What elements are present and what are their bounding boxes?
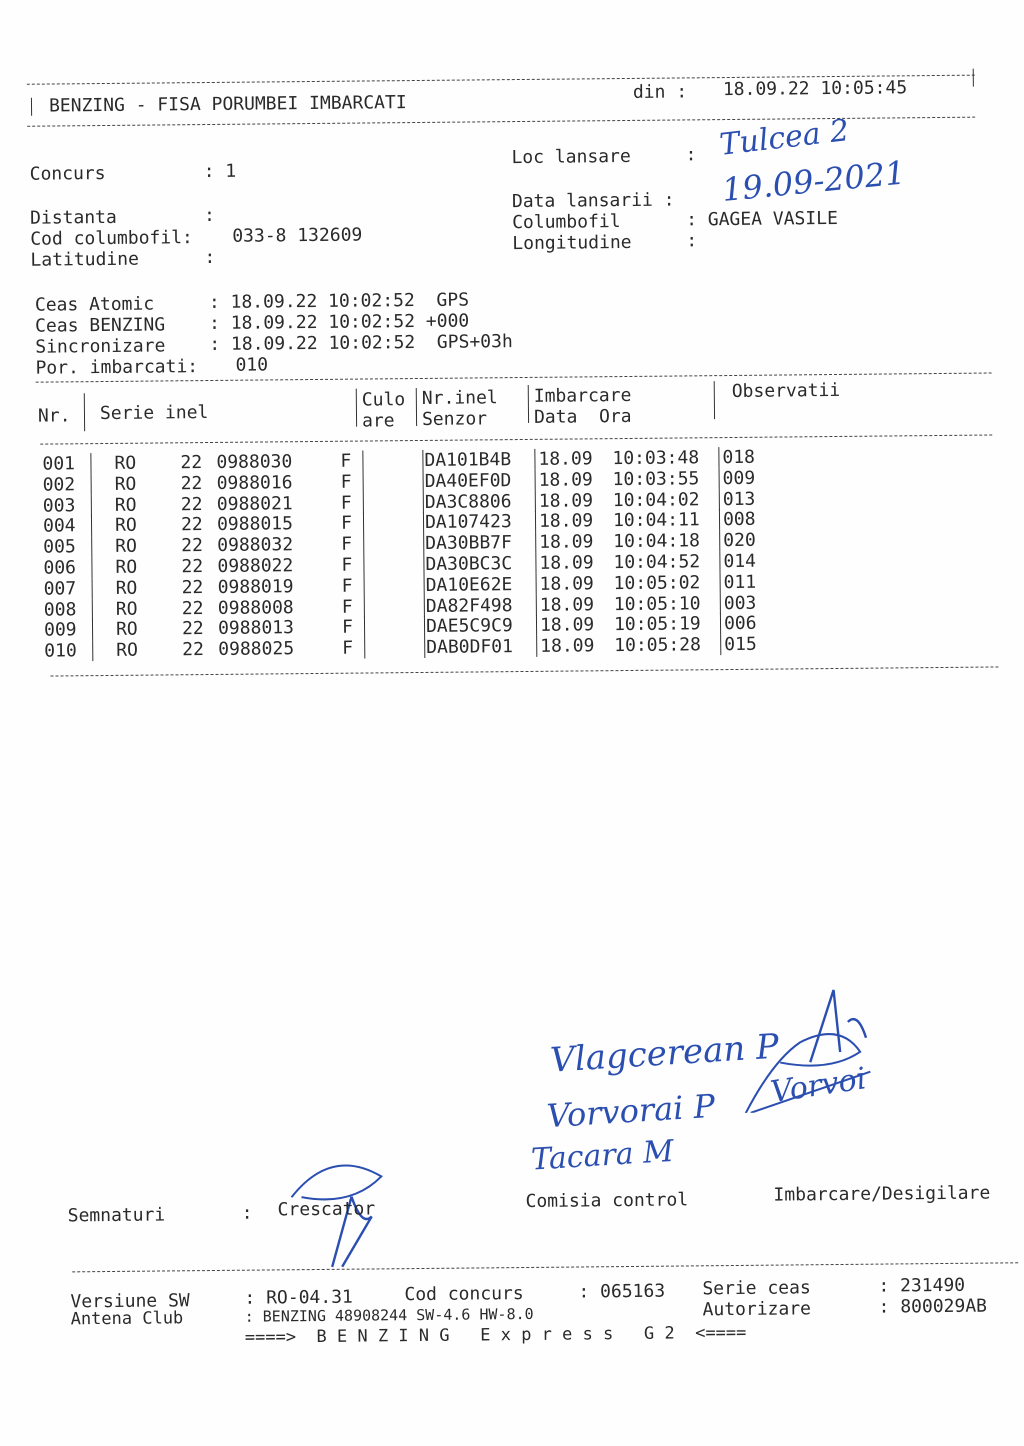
page-title: BENZING - FISA PORUMBEI IMBARCATI [48, 92, 407, 117]
cell-divider [536, 636, 537, 657]
cell-divider [364, 638, 365, 659]
col-culoare-header: Culo [361, 389, 406, 411]
cell-sex: F [340, 513, 352, 535]
cell-tara: RO [115, 577, 138, 599]
cell-divider [91, 536, 92, 557]
cell-senzor: DA30BB7F [425, 532, 513, 555]
cell-divider [423, 554, 424, 575]
handwritten-signature: Vlagcerean P [549, 1026, 781, 1081]
cell-divider [535, 553, 536, 574]
header-right-bar [973, 69, 974, 87]
cell-inel: 0988019 [217, 576, 294, 598]
cell-an: 22 [181, 597, 204, 619]
latitudine-value: : [204, 246, 216, 269]
cell-divider [720, 634, 721, 655]
footer-top-rule [72, 1262, 1018, 1272]
cell-divider [720, 593, 721, 614]
cell-obs: 013 [722, 488, 756, 510]
loc-lansare-label: Loc lansare [511, 145, 631, 169]
cell-sex: F [341, 575, 353, 597]
cell-divider [423, 492, 424, 513]
cell-data: 18.09 [539, 614, 595, 637]
concurs-value: : 1 [203, 160, 237, 183]
col-inel-header: Senzor [421, 408, 488, 430]
cell-divider [91, 474, 92, 495]
cell-divider [363, 534, 364, 555]
cell-senzor: DAE5C9C9 [425, 615, 513, 638]
cell-ora: 10:04:02 [612, 488, 700, 511]
cell-tara: RO [115, 598, 138, 620]
cell-senzor: DA82F498 [425, 594, 513, 617]
benzing-banner: ====> B E N Z I N G E x p r e s s G 2 <==== [244, 1322, 747, 1348]
col-imbarcare-header: Data Ora [533, 405, 632, 428]
cell-nr: 004 [42, 515, 76, 538]
cell-divider [92, 620, 93, 641]
cell-divider [91, 516, 92, 537]
semnaturi-sep: : [241, 1202, 253, 1224]
cell-divider [423, 512, 424, 533]
crescator-label: Crescator [277, 1198, 376, 1221]
cod-columbofil-value: 033-8 132609 [232, 224, 363, 247]
handwritten-signature: Tacara M [530, 1133, 675, 1178]
handwritten-signature: Vorvorai P [545, 1086, 717, 1136]
cell-inel: 0988022 [217, 555, 294, 577]
cell-sex: F [341, 554, 353, 576]
cod-concurs-value: : 065163 [578, 1280, 666, 1303]
cell-ora: 10:05:19 [613, 613, 701, 636]
cell-divider [363, 471, 364, 492]
col-divider [714, 381, 715, 419]
cell-senzor: DA10E62E [425, 573, 513, 596]
handwritten-signature: Vorvoi [768, 1061, 869, 1111]
cell-divider [536, 594, 537, 615]
ceas-benzing-value: : 18.09.22 10:02:52 +000 [209, 310, 470, 335]
cell-divider [92, 578, 93, 599]
versiune-value: : RO-04.31 [244, 1286, 353, 1309]
cell-divider [720, 613, 721, 634]
cell-inel: 0988016 [216, 472, 293, 494]
cell-obs: 006 [723, 613, 757, 635]
cell-obs: 009 [722, 467, 756, 489]
cell-data: 18.09 [539, 531, 594, 554]
cell-ora: 10:05:28 [614, 634, 702, 657]
cell-an: 22 [181, 576, 204, 599]
cod-columbofil-label: Cod columbofil: [30, 227, 193, 250]
cell-senzor: DAB0DF01 [426, 636, 514, 659]
cell-tara: RO [114, 473, 137, 495]
cell-tara: RO [114, 515, 137, 537]
cell-obs: 014 [723, 550, 757, 573]
cell-tara: RO [114, 494, 137, 516]
cell-divider [92, 599, 93, 620]
cell-divider [719, 489, 720, 510]
col-nr-header: Nr. [37, 405, 71, 427]
cell-senzor: DA30BC3C [425, 553, 513, 575]
cell-divider [422, 450, 423, 471]
cell-data: 18.09 [538, 510, 594, 533]
autorizare-value: : 800029AB [878, 1295, 988, 1318]
versiune-label: Versiune SW [70, 1290, 190, 1313]
cell-divider [424, 596, 425, 617]
cell-inel: 0988032 [217, 534, 294, 557]
cell-inel: 0988025 [218, 638, 295, 661]
cell-an: 22 [180, 452, 203, 474]
cell-divider [364, 596, 365, 617]
col-observatii-header: Observatii [731, 379, 841, 402]
imbarcare-desigilare-label: Imbarcare/Desigilare [773, 1182, 991, 1206]
cell-divider [535, 532, 536, 553]
autorizare-label: Autorizare [702, 1298, 812, 1321]
col-divider [528, 385, 529, 423]
col-divider [356, 389, 357, 427]
cell-nr: 007 [43, 578, 77, 600]
cell-tara: RO [115, 535, 138, 558]
cell-divider [92, 640, 93, 661]
cell-nr: 001 [42, 453, 76, 475]
cell-senzor: DA3C8806 [424, 490, 512, 513]
cell-sex: F [341, 617, 353, 639]
cell-nr: 005 [43, 536, 76, 558]
columbofil-label: Columbofil [512, 211, 621, 234]
header-left-bar [31, 98, 32, 116]
cell-sex: F [340, 492, 352, 514]
cell-senzor: DA107423 [424, 511, 512, 534]
cell-an: 22 [181, 556, 204, 578]
cell-an: 22 [180, 472, 203, 495]
cell-divider [535, 470, 536, 491]
cell-inel: 0988015 [216, 513, 294, 536]
cell-divider [719, 468, 720, 489]
ceas-atomic-value: : 18.09.22 10:02:52 GPS [208, 289, 470, 314]
cell-tara: RO [116, 639, 139, 662]
cell-obs: 015 [724, 633, 757, 656]
cell-inel: 0988013 [217, 617, 295, 640]
din-label: din : [632, 81, 688, 103]
cell-divider [536, 615, 537, 636]
columbofil-value: : GAGEA VASILE [686, 207, 838, 231]
signature-scribble-icon [729, 981, 930, 1113]
data-lansarii-label: Data lansarii : [511, 189, 675, 213]
cell-data: 18.09 [539, 593, 595, 616]
cell-divider [424, 637, 425, 658]
cell-obs: 020 [723, 529, 756, 552]
longitudine-label: Longitudine [512, 231, 632, 255]
cell-divider [91, 495, 92, 516]
cell-ora: 10:03:55 [612, 468, 700, 490]
serie-ceas-label: Serie ceas [702, 1277, 811, 1300]
cell-divider [423, 533, 424, 554]
cell-ora: 10:03:48 [612, 447, 700, 470]
ceas-benzing-label: Ceas BENZING [35, 314, 166, 337]
distanta-value: : [203, 204, 216, 227]
cell-sex: F [341, 596, 353, 618]
cell-divider [363, 492, 364, 513]
cell-data: 18.09 [538, 489, 594, 512]
cell-divider [364, 617, 365, 638]
cell-inel: 0988021 [216, 492, 293, 515]
cell-data: 18.09 [539, 573, 594, 595]
cell-divider [424, 575, 425, 596]
cell-an: 22 [180, 514, 203, 536]
col-inel-header: Nr.inel [421, 387, 498, 409]
sincronizare-value: : 18.09.22 10:02:52 GPS+03h [209, 331, 513, 356]
loc-lansare-sep: : [685, 144, 697, 166]
latitudine-label: Latitudine [30, 248, 139, 271]
cell-inel: 0988008 [217, 596, 294, 619]
col-imbarcare-header: Imbarcare [533, 384, 632, 407]
cell-divider [535, 490, 536, 511]
cell-divider [536, 574, 537, 595]
cell-nr: 009 [43, 619, 77, 641]
cell-tara: RO [115, 556, 138, 578]
cell-divider [719, 530, 720, 551]
col-serie-header: Serie inel [99, 402, 209, 425]
distanta-label: Distanta [29, 206, 117, 229]
cell-obs: 011 [723, 571, 757, 593]
antena-label: Antena Club [70, 1308, 184, 1330]
cell-tara: RO [114, 452, 137, 474]
porumbei-imbarcati-label: Por. imbarcati: [35, 356, 199, 379]
cell-divider [719, 510, 720, 531]
semnaturi-label: Semnaturi [67, 1204, 166, 1227]
cell-an: 22 [181, 618, 204, 640]
antena-value: : BENZING 48908244 SW-4.6 HW-8.0 [244, 1304, 534, 1326]
cell-divider [364, 575, 365, 596]
cell-nr: 006 [43, 557, 77, 579]
cell-inel: 0988030 [216, 451, 293, 473]
sincronizare-label: Sincronizare [35, 335, 166, 358]
cell-sex: F [342, 637, 354, 659]
cell-sex: F [341, 533, 353, 555]
data-lansarii-handwritten: 19.09-2021 [720, 153, 908, 209]
cell-divider [362, 451, 363, 472]
din-value: 18.09.22 10:05:45 [722, 77, 908, 101]
cell-tara: RO [115, 619, 138, 641]
cell-divider [535, 511, 536, 532]
cell-sex: F [340, 471, 352, 493]
cell-nr: 010 [44, 640, 77, 662]
cell-data: 18.09 [538, 469, 593, 491]
cell-ora: 10:05:02 [613, 572, 701, 594]
cell-obs: 008 [722, 509, 756, 531]
cell-nr: 002 [42, 474, 76, 496]
cell-divider [423, 471, 424, 492]
cell-divider [718, 447, 719, 468]
comisia-label: Comisia control [525, 1189, 689, 1213]
serie-ceas-value: : 231490 [878, 1274, 966, 1297]
table-header-rule [40, 434, 992, 444]
cell-nr: 008 [43, 598, 77, 621]
cell-divider [720, 572, 721, 593]
cell-obs: 003 [723, 592, 757, 614]
cell-obs: 018 [722, 446, 756, 469]
cell-senzor: DA101B4B [424, 449, 512, 471]
cell-divider [363, 555, 364, 576]
table-bottom-rule [50, 666, 998, 676]
cell-an: 22 [182, 639, 205, 661]
col-divider [84, 393, 85, 431]
cell-ora: 10:05:10 [613, 592, 701, 615]
cell-divider [424, 616, 425, 637]
concurs-label: Concurs [29, 162, 106, 185]
cell-nr: 003 [42, 494, 76, 517]
col-divider [416, 388, 417, 426]
longitudine-value: : [686, 230, 698, 252]
cell-data: 18.09 [538, 448, 593, 470]
porumbei-imbarcati-value: 010 [235, 354, 269, 376]
cell-divider [719, 551, 720, 572]
cell-an: 22 [180, 493, 203, 515]
cell-ora: 10:04:18 [613, 530, 701, 553]
cell-divider [363, 513, 364, 534]
ceas-atomic-label: Ceas Atomic [34, 293, 155, 316]
cell-divider [91, 557, 92, 578]
col-culoare-header: are [361, 410, 395, 432]
cell-sex: F [340, 450, 352, 472]
cell-senzor: DA40EF0D [424, 469, 512, 492]
cod-concurs-label: Cod concurs [404, 1283, 524, 1306]
cell-an: 22 [181, 535, 204, 557]
loc-lansare-handwritten: Tulcea 2 [717, 113, 851, 163]
cell-ora: 10:04:11 [612, 509, 700, 532]
cell-data: 18.09 [540, 635, 595, 658]
cell-divider [90, 453, 91, 474]
cell-data: 18.09 [539, 552, 594, 574]
cell-divider [534, 449, 535, 470]
cell-ora: 10:04:52 [613, 551, 701, 574]
